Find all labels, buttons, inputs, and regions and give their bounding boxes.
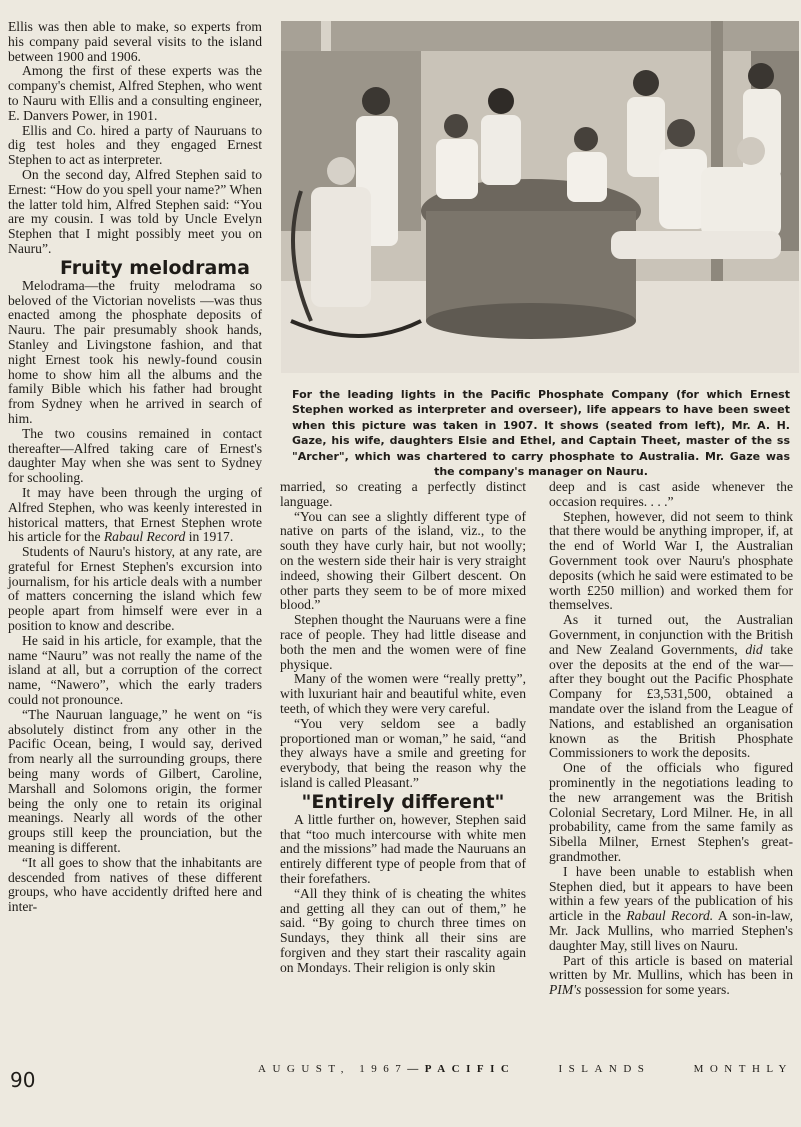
- paragraph: He said in his article, for example, that the name “Nauru” was not really the name of the island at all, but a corruption of the correct name, “Nawero”, which the early traders could not pronounce.: [8, 632, 262, 708]
- paragraph: “You can see a slightly different type of native on parts of the island, viz., to the south they have curly hair, but not woolly; on the western side their hair is very straight indeed, showing their Gilbert descent. On other parts they seem to be of more mixed blood.”: [280, 508, 526, 613]
- paragraph: Ellis was then able to make, so experts from his company paid several visits to the island between 1900 and 1906.: [8, 19, 262, 64]
- paragraph: “You very seldom see a badly proportioned man or woman,” he said, “and they always have a smile and greeting for everybody, that being the reason why the island is called Pleasant.”: [280, 715, 526, 790]
- paragraph: Melodrama—the fruity melodrama so beloved of the Victorian novelists —was thus enacted among the phosphate deposits of Nauru. The pair presumably shook hands, Stanley and Livingstone fashion, and that night Ernest took his newly-found cousin home to show him all the albums and the family Bible which his father had brought from Sydney when he arrived in search of him.: [8, 277, 262, 426]
- article-column-3: [549, 480, 793, 998]
- publication-title: Rabaul Record.: [626, 908, 714, 924]
- paragraph: One of the officials who figured prominently in the negotiations leading to the new arrangement was the British Colonial Secretary, Lord Milner. He, in all probability, came from the same family as Sibella Milner, Ernest Stephen's great-grandmother.: [549, 760, 793, 864]
- photo-illustration: [281, 21, 799, 373]
- footer-dash: —: [407, 1063, 425, 1075]
- paragraph: [549, 613, 793, 761]
- paragraph: The two cousins remained in contact thereafter—Alfred taking care of Ernest's daughter May when she was sent to Sydney for schooling.: [8, 425, 262, 486]
- paragraph: married, so creating a perfectly distinct language.: [280, 479, 526, 509]
- paragraph: “The Nauruan language,” he went on “is absolutely distinct from any other in the Pacific Ocean, being, I would say, derived from nearly all the surrounding groups, there being many words of Gilbert, Caroline, Marshall and Solomons origin, the former being the only one to retain its original meanings. Nearly all words of the other groups still keep the prounciation, but the meaning is different.: [8, 706, 262, 856]
- emphasis: did: [745, 641, 763, 657]
- footer-word-islands: ISLANDS: [558, 1063, 651, 1075]
- text-run: A son-in-law, Mr. Jack Mullins, who married Stephen's daughter May, still lives on Nauru.: [549, 908, 793, 953]
- footer-word-pacific: PACIFIC: [424, 1063, 516, 1075]
- paragraph: Many of the women were “really pretty”, with luxuriant hair and beautiful white, even teeth, of which they were very careful.: [280, 671, 526, 716]
- paragraph: A little further on, however, Stephen said that “too much intercourse with white men and the missions” had made the Nauruans an entirely different type of people from that of their forefathers.: [280, 811, 526, 886]
- footer-word-monthly: MONTHLY: [693, 1063, 793, 1075]
- text-run: possession for some years.: [581, 982, 730, 998]
- paragraph: [8, 486, 262, 545]
- text-run: in 1917.: [185, 529, 234, 545]
- paragraph: [549, 865, 793, 954]
- text-run: As it turned out, the Australian Government, in conjunction with the British and New Zealand Governments,: [549, 612, 793, 657]
- paragraph: “All they think of is cheating the whites and getting all they can out of them,” he said. “By going to church three times on Sundays, they think all their sins are forgiven and they start their rascality again on Mondays. Their religion is only skin: [280, 885, 526, 975]
- paragraph: On the second day, Alfred Stephen said to Ernest: “How do you spell your name?” When the latter told him, Alfred Stephen said: “You are my cousin. I was told by Uncle Evelyn Stephen that I might possibly meet you on Nauru”.: [8, 166, 262, 256]
- photo-caption: For the leading lights in the Pacific Phosphate Company (for which Ernest Stephen worked as interpreter and overseer), life appears to have been sweet when this picture was taken in 1907. It shows (seated from left), Mr. A. H. Gaze, his wife, daughters Elsie and Ethel, and Captain Theet, master of the ss "Archer", which was chartered to carry phosphate to Australia. Mr. Gaze was the company's manager on Nauru.: [292, 388, 790, 479]
- publication-title: Rabaul Record: [103, 529, 186, 545]
- paragraph: Ellis and Co. hired a party of Nauruans to dig test holes and they engaged Ernest Stephen to act as interpreter.: [8, 122, 262, 168]
- paragraph: Stephen, however, did not seem to think that there would be anything improper, if, at the end of World War I, the Australian Government took over Nauru's phosphate deposits (which he said were estimated to be worth £250 million) and worked them for themselves.: [549, 508, 793, 613]
- paragraph: Stephen thought the Nauruans were a fine race of people. They had little disease and both the men and the women were of fine physique.: [280, 612, 526, 672]
- text-run: I have been unable to establish when Stephen died, but it appears to have been within a few years of the publication of his article in the: [549, 863, 793, 924]
- paragraph: “It all goes to show that the inhabitants are descended from natives of these different groups, who have accidently drifted here and inter-: [8, 854, 262, 915]
- text-run: It may have been through the urging of Alfred Stephen, who was keenly interested in historical matters, that Ernest Stephen wrote his article for the: [8, 484, 262, 545]
- publication-title: PIM's: [549, 982, 582, 998]
- paragraph: deep and is cast aside whenever the occasion requires. . . .”: [549, 479, 793, 509]
- article-column-2: [280, 480, 526, 976]
- paragraph: Among the first of these experts was the company's chemist, Alfred Stephen, who went to Nauru with Ellis and a consulting engineer, E. Danvers Power, in 1901.: [8, 63, 262, 123]
- paragraph: [549, 954, 793, 998]
- footer-publication-date: [258, 1063, 515, 1075]
- running-footer: [258, 1063, 793, 1075]
- article-column-1: [8, 20, 262, 915]
- text-run: take over the deposits at the end of the war—after they bought out the Pacific Phosphate Company for £3,531,500, obtained a mandate over the island from the League of Nations, and established an organisation known as the British Phosphate Commissioners to work the deposits.: [549, 641, 793, 761]
- text-run: Part of this article is based on material written by Mr. Mullins, which has been in: [549, 952, 793, 983]
- footer-date: AUGUST, 1967: [258, 1063, 408, 1075]
- paragraph: Students of Nauru's history, at any rate, are grateful for Ernest Stephen's excursion into journalism, for his article deals with a number of matters concerning the island which few people apart from himself were ever in a position to know and describe.: [8, 544, 262, 634]
- section-heading: "Entirely different": [301, 790, 505, 813]
- historical-group-photo: [281, 21, 799, 373]
- section-heading: Fruity melodrama: [60, 256, 250, 279]
- page-number: 90: [10, 1068, 36, 1092]
